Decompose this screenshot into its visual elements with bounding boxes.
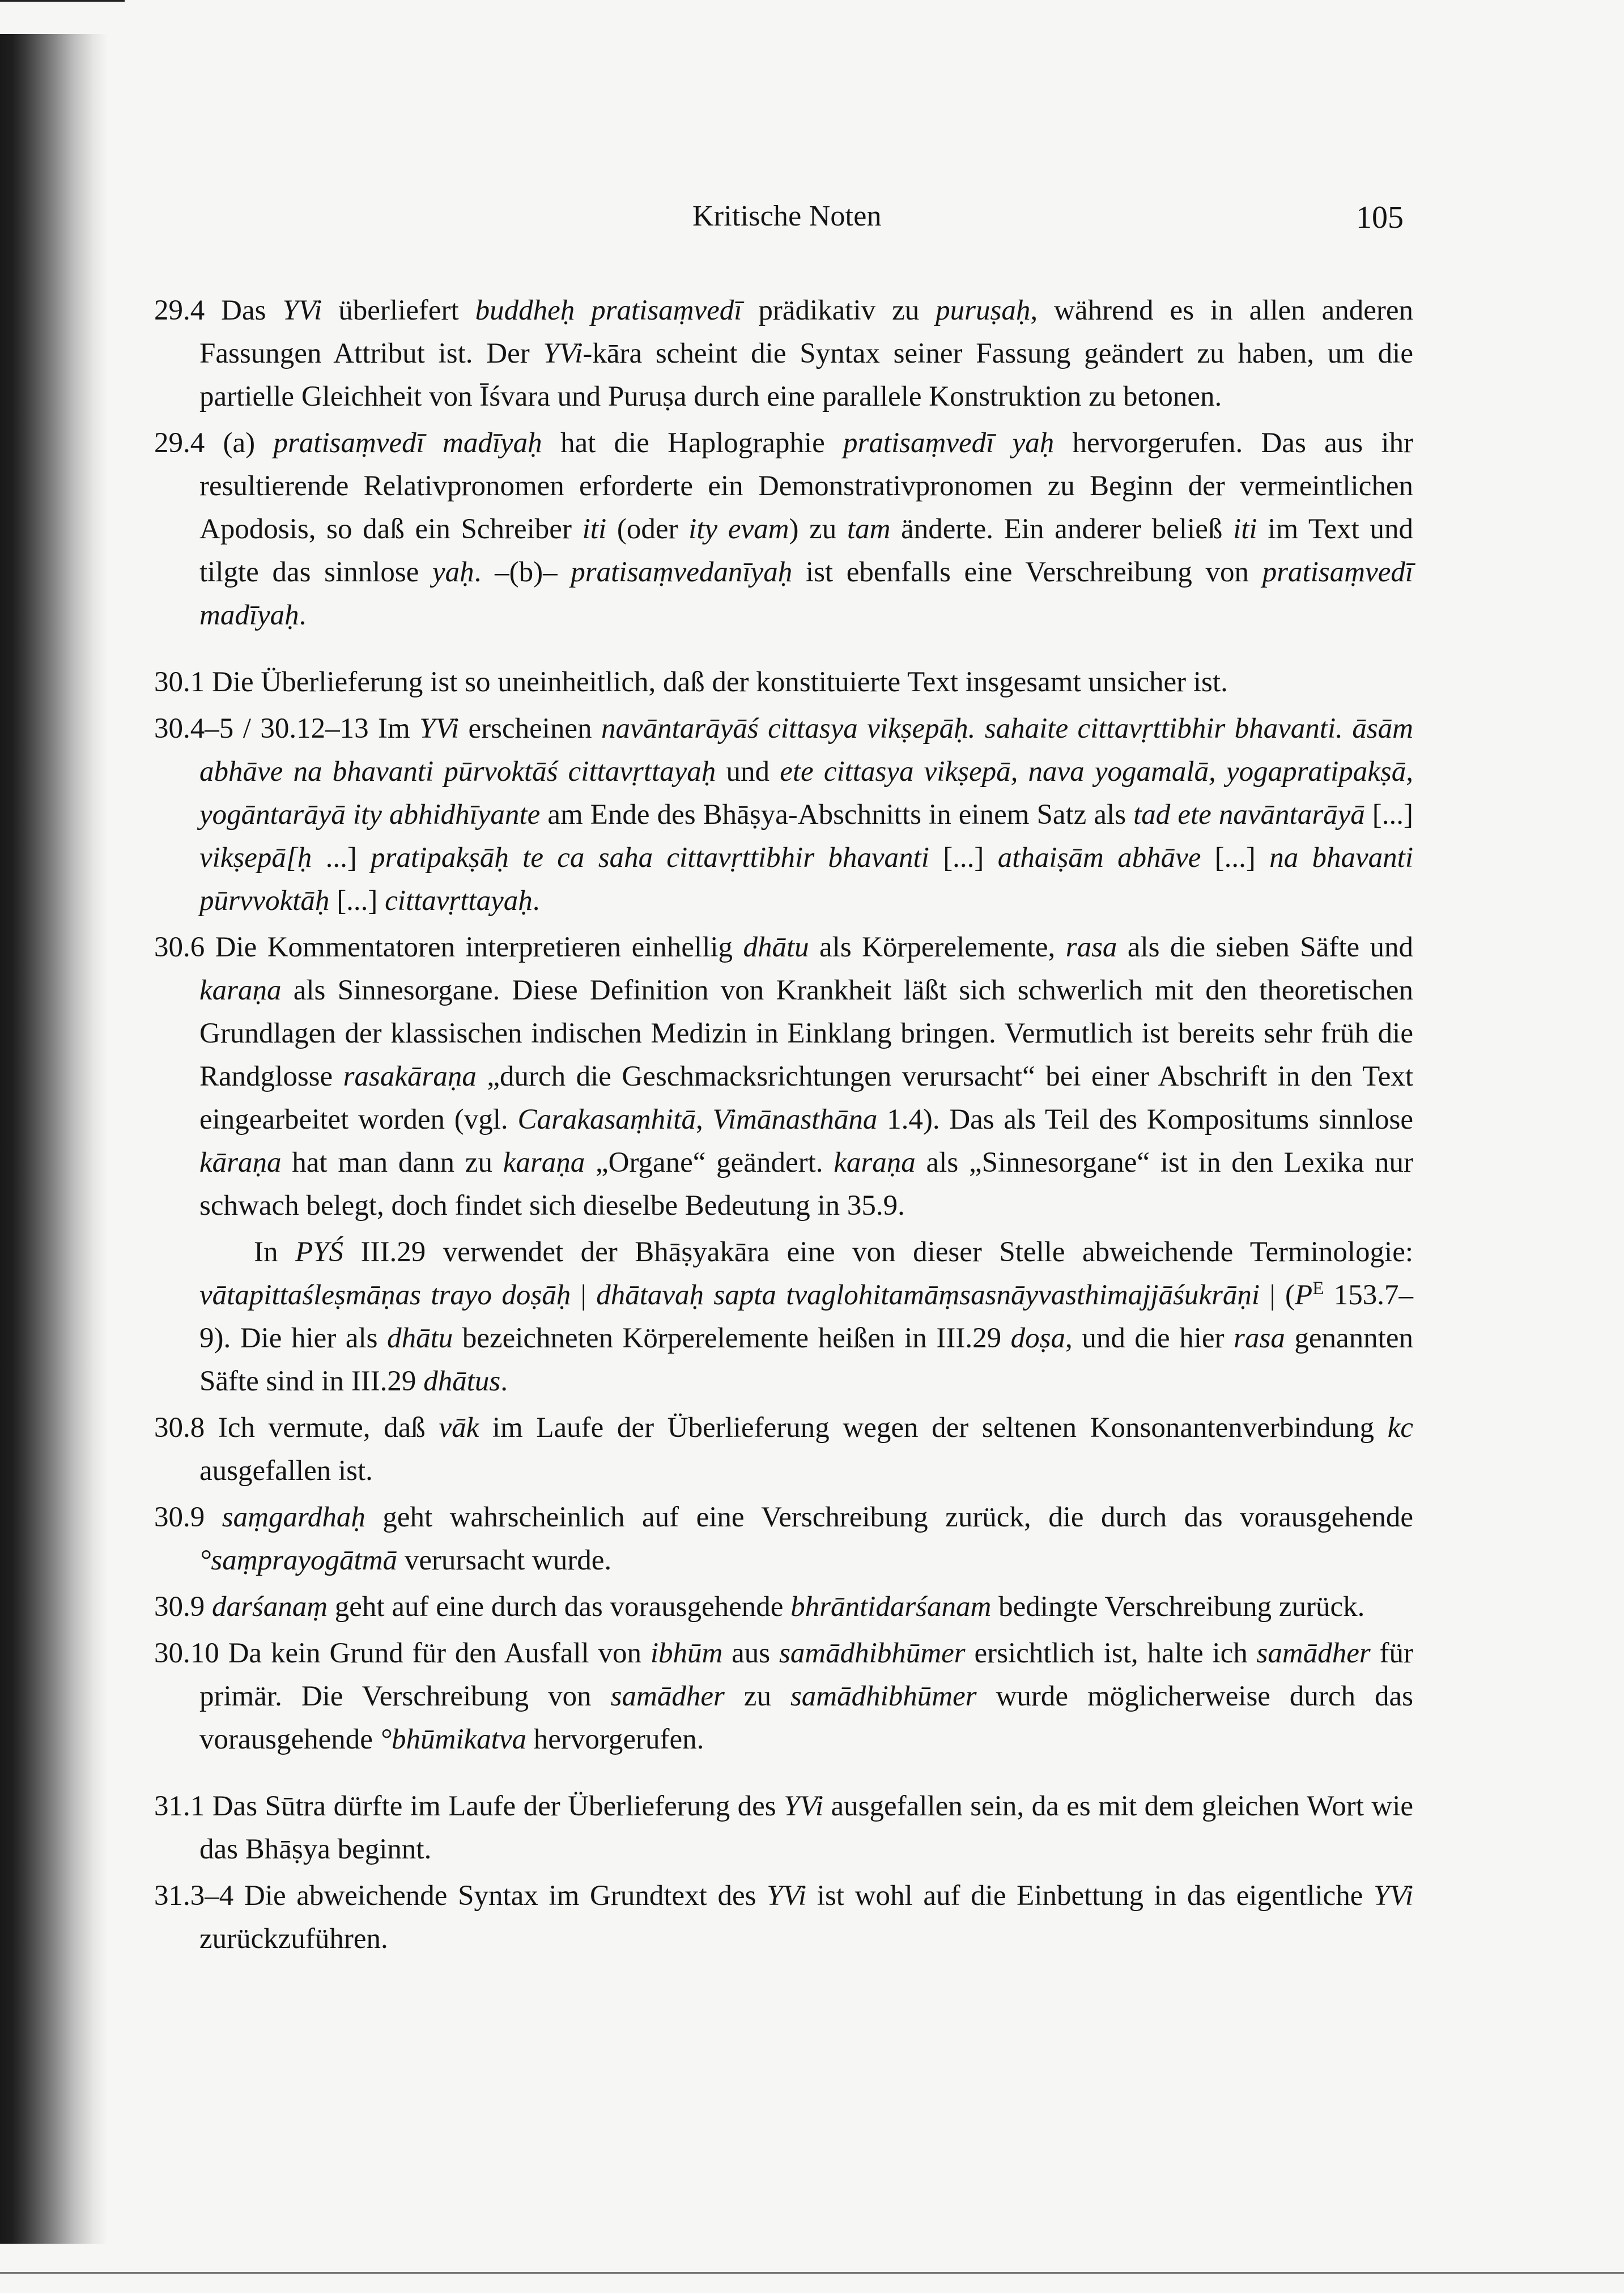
sanskrit-term: YVi <box>1374 1880 1413 1912</box>
note-text: als Körperelemente, <box>809 931 1066 963</box>
note-text: [...] <box>329 885 385 917</box>
note-text: . <box>532 885 540 917</box>
page-bottom-edge <box>0 2272 1624 2274</box>
sanskrit-term: P <box>1295 1279 1313 1311</box>
sanskrit-term: samādher <box>1256 1637 1371 1669</box>
sanskrit-term: dhātus <box>423 1365 501 1397</box>
edition-superscript: E <box>1312 1278 1324 1299</box>
sanskrit-term: tam <box>847 513 891 545</box>
note-reference: 29.4 <box>154 427 205 459</box>
sanskrit-term: dhātavaḥ sapta tvaglohitamāṃsasnāyvasthimajjāśukrāṇi <box>596 1279 1260 1311</box>
note-text: verursacht wurde. <box>397 1545 612 1576</box>
note-text: am Ende des Bhāṣya-Abschnitts in einem Satz als <box>540 799 1134 831</box>
note-text: änderte. Ein anderer beließ <box>890 513 1234 545</box>
sanskrit-term: iti <box>1233 513 1257 545</box>
sanskrit-term: athaiṣām abhāve <box>997 842 1201 874</box>
note-text: -kāra scheint die Syntax seiner Fassung geändert zu haben, um die partielle Gleichheit von Īśvara und Puruṣa durch eine parallele Konstruktion zu betonen. <box>199 338 1413 412</box>
note-text: (a) <box>205 427 274 459</box>
note-text: als „Sinnesorgane“ ist in den Lexika nur schwach belegt, doch findet sich dieselbe Bedeutung in 35.9. <box>199 1147 1413 1222</box>
note-text: ausgefallen ist. <box>199 1455 373 1487</box>
note-reference: 30.9 <box>154 1591 205 1623</box>
note-text: hat man dann zu <box>281 1147 503 1179</box>
note-text: ausgefallen sein, da es mit dem gleichen Wort wie das Bhāṣya beginnt. <box>199 1790 1413 1865</box>
note-text: [...] <box>929 842 998 874</box>
note-text: bedingte Verschreibung zurück. <box>991 1591 1365 1623</box>
note-reference: 30.4–5 / 30.12–13 <box>154 713 369 745</box>
note-text: | ( <box>1260 1279 1295 1311</box>
note-text <box>205 1591 212 1623</box>
note-text: Im <box>368 713 420 745</box>
note-reference: 31.1 <box>154 1790 205 1822</box>
note-text: . <box>299 599 307 631</box>
sanskrit-term: YVi <box>419 713 460 745</box>
note-text: für primär. Die Verschreibung von <box>199 1637 1414 1712</box>
note-text: . <box>500 1365 508 1397</box>
sanskrit-term: PYŚ <box>295 1236 344 1268</box>
sanskrit-term: cittavṛttayaḥ <box>385 885 533 917</box>
note-text: ersichtlich ist, halte ich <box>965 1637 1257 1669</box>
sanskrit-term: karaṇa <box>503 1147 585 1179</box>
note-text: hat die Haplographie <box>542 427 843 459</box>
note-reference: 30.1 <box>154 666 205 698</box>
note-text: ...] <box>312 842 371 874</box>
note-text: In <box>254 1236 295 1268</box>
note-text: ) zu <box>789 513 847 545</box>
sanskrit-term: na bhavanti pūrvvoktāḥ <box>199 842 1414 917</box>
critical-note <box>154 1585 1413 1628</box>
sanskrit-term: pratisaṃvedī madīyaḥ <box>199 556 1414 631</box>
sanskrit-term: vikṣepā[ḥ <box>199 842 312 874</box>
sanskrit-term: iti <box>582 513 607 545</box>
note-text: [...] <box>1364 799 1414 831</box>
note-text: im Text und tilgte das sinnlose <box>199 513 1413 588</box>
note-text <box>205 1501 222 1533</box>
note-text: als Sinnesorgane. Diese Definition von Krankheit läßt sich schwerlich mit den theoretischen Grundlagen der klassischen indischen Medizin in Einklang bringen. Vermutlich ist bereits sehr früh die Randglosse <box>199 975 1413 1092</box>
sanskrit-term: Carakasaṃhitā <box>517 1104 696 1135</box>
sanskrit-term: rasakāraṇa <box>343 1061 477 1092</box>
note-text: zurückzuführen. <box>199 1923 388 1955</box>
sanskrit-term: rasa <box>1065 931 1117 963</box>
sanskrit-term: YVi <box>784 1790 824 1822</box>
page-number: 105 <box>1356 200 1404 235</box>
sanskrit-term: Vimānasthāna <box>712 1104 878 1135</box>
note-reference: 30.9 <box>154 1501 205 1533</box>
sanskrit-term: kāraṇa <box>199 1147 282 1179</box>
sanskrit-term: °bhūmikatva <box>380 1724 526 1755</box>
sanskrit-term: darśanaṃ <box>212 1591 328 1623</box>
note-text: und <box>716 756 780 788</box>
sanskrit-term: tad ete navāntarāyā <box>1133 799 1365 831</box>
note-text: | <box>571 1279 597 1311</box>
note-text: 1.4). Das als Teil des Kompositums sinnlose <box>877 1104 1414 1135</box>
note-text: Das <box>205 295 283 326</box>
critical-note <box>154 422 1413 637</box>
sanskrit-term: yaḥ <box>432 556 474 588</box>
critical-note <box>154 661 1413 704</box>
note-text: . –(b)– <box>474 556 571 588</box>
sanskrit-term: samādhibhūmer <box>779 1637 966 1669</box>
critical-note <box>154 1406 1413 1492</box>
sanskrit-term: doṣa <box>1010 1322 1065 1354</box>
sanskrit-term: karaṇa <box>834 1147 916 1179</box>
note-text: , <box>695 1104 713 1135</box>
note-text: prädikativ zu <box>742 295 936 326</box>
sanskrit-term: karaṇa <box>199 975 282 1006</box>
sanskrit-term: pratipakṣāḥ te ca saha cittavṛttibhir bhavanti <box>371 842 929 874</box>
note-text: Das Sūtra dürfte im Laufe der Überlieferung des <box>205 1790 784 1822</box>
note-text: Die Kommentatoren interpretieren einhellig <box>205 931 743 963</box>
note-text: , und die hier <box>1065 1322 1234 1354</box>
sanskrit-term: bhrāntidarśanam <box>790 1591 992 1623</box>
sanskrit-term: dhātu <box>387 1322 453 1354</box>
note-text: [...] <box>1201 842 1270 874</box>
sanskrit-term: vātapittaśleṣmāṇas trayo doṣāḥ <box>199 1279 571 1311</box>
note-text: Ich vermute, daß <box>205 1412 439 1444</box>
sanskrit-term: rasa <box>1234 1322 1285 1354</box>
sanskrit-term: kc <box>1387 1412 1413 1444</box>
note-text: zu <box>724 1681 790 1712</box>
sanskrit-term: °saṃprayogātmā <box>199 1545 398 1576</box>
sanskrit-term: dhātu <box>743 931 809 963</box>
sanskrit-term: navāntarāyāś cittasya vikṣepāḥ. sahaite cittavṛttibhir bhavanti. āsām abhāve na bhavanti pūrvoktāś cittavṛttayaḥ <box>199 713 1414 788</box>
note-text: erscheinen <box>459 713 601 745</box>
sanskrit-term: vāk <box>439 1412 479 1444</box>
critical-note <box>154 1496 1413 1582</box>
sanskrit-term: samādhibhūmer <box>790 1681 977 1712</box>
note-text: genannten Säfte sind in III.29 <box>199 1322 1413 1397</box>
sanskrit-term: YVi <box>282 295 322 326</box>
book-spine-shadow <box>0 34 108 2244</box>
sanskrit-term: ity evam <box>688 513 789 545</box>
note-text: 153.7–9). Die hier als <box>199 1279 1413 1354</box>
note-reference: 29.4 <box>154 295 205 326</box>
sanskrit-term: samādher <box>610 1681 725 1712</box>
running-title: Kritische Noten <box>692 200 882 232</box>
note-text: im Laufe der Überlieferung wegen der seltenen Konsonantenverbindung <box>479 1412 1388 1444</box>
note-text: Die Überlieferung ist so uneinheitlich, daß der konstituierte Text insgesamt unsicher ist. <box>205 666 1228 698</box>
note-text: als die sieben Säfte und <box>1117 931 1413 963</box>
critical-note <box>154 1785 1413 1871</box>
note-text: geht auf eine durch das vorausgehende <box>328 1591 791 1623</box>
note-text: bezeichneten Körperelemente heißen in III.29 <box>453 1322 1011 1354</box>
critical-notes-list <box>154 289 1413 1964</box>
sanskrit-term: pratisaṃvedī madīyaḥ <box>273 427 542 459</box>
sanskrit-term: puruṣaḥ <box>936 295 1031 326</box>
note-reference: 30.6 <box>154 931 205 963</box>
critical-note <box>154 1874 1413 1960</box>
sanskrit-term: buddheḥ pratisaṃvedī <box>475 295 742 326</box>
note-text: wurde möglicherweise durch das vorausgehende <box>199 1681 1414 1755</box>
critical-note <box>154 289 1413 418</box>
note-text: „durch die Geschmacksrichtungen verursacht“ bei einer Abschrift in den Text eingearbeitet worden (vgl. <box>199 1061 1414 1135</box>
page-header <box>692 199 1412 239</box>
note-reference: 30.8 <box>154 1412 205 1444</box>
note-text: Die abweichende Syntax im Grundtext des <box>233 1880 767 1912</box>
sanskrit-term: ibhūm <box>650 1637 723 1669</box>
sanskrit-term: saṃgardhaḥ <box>222 1501 365 1533</box>
note-reference: 30.10 <box>154 1637 219 1669</box>
critical-note <box>154 1632 1413 1761</box>
note-text: Da kein Grund für den Ausfall von <box>219 1637 651 1669</box>
note-reference: 31.3–4 <box>154 1880 234 1912</box>
sanskrit-term: pratisaṃvedanīyaḥ <box>571 556 793 588</box>
sanskrit-term: YVi <box>767 1880 807 1912</box>
sanskrit-term: YVi <box>543 338 583 369</box>
sanskrit-term: pratisaṃvedī yaḥ <box>843 427 1055 459</box>
note-text: überliefert <box>322 295 475 326</box>
sanskrit-term: ete cittasya vikṣepā, nava yogamalā, yogapratipakṣā, yogāntarāyā ity abhidhīyante <box>199 756 1413 831</box>
note-text: aus <box>722 1637 779 1669</box>
note-text: „Organe“ geändert. <box>585 1147 834 1179</box>
critical-note <box>154 707 1413 922</box>
note-continuation-paragraph <box>154 1231 1413 1403</box>
critical-note <box>154 926 1413 1227</box>
note-text: hervorgerufen. Das aus ihr resultierende Relativpronomen erforderte ein Demonstrativpronomen zu Beginn der vermeintlichen Apodosis, so daß ein Schreiber <box>199 427 1413 545</box>
note-text: , während es in allen anderen Fassungen Attribut ist. Der <box>199 295 1413 369</box>
note-text: (oder <box>606 513 689 545</box>
note-text: III.29 verwendet der Bhāṣyakāra eine von dieser Stelle abweichende Terminologie: <box>343 1236 1414 1268</box>
note-text: hervorgerufen. <box>526 1724 704 1755</box>
note-text: geht wahrscheinlich auf eine Verschreibung zurück, die durch das vorausgehende <box>365 1501 1413 1533</box>
note-text: ist wohl auf die Einbettung in das eigentliche <box>806 1880 1374 1912</box>
note-text: ist ebenfalls eine Verschreibung von <box>792 556 1262 588</box>
